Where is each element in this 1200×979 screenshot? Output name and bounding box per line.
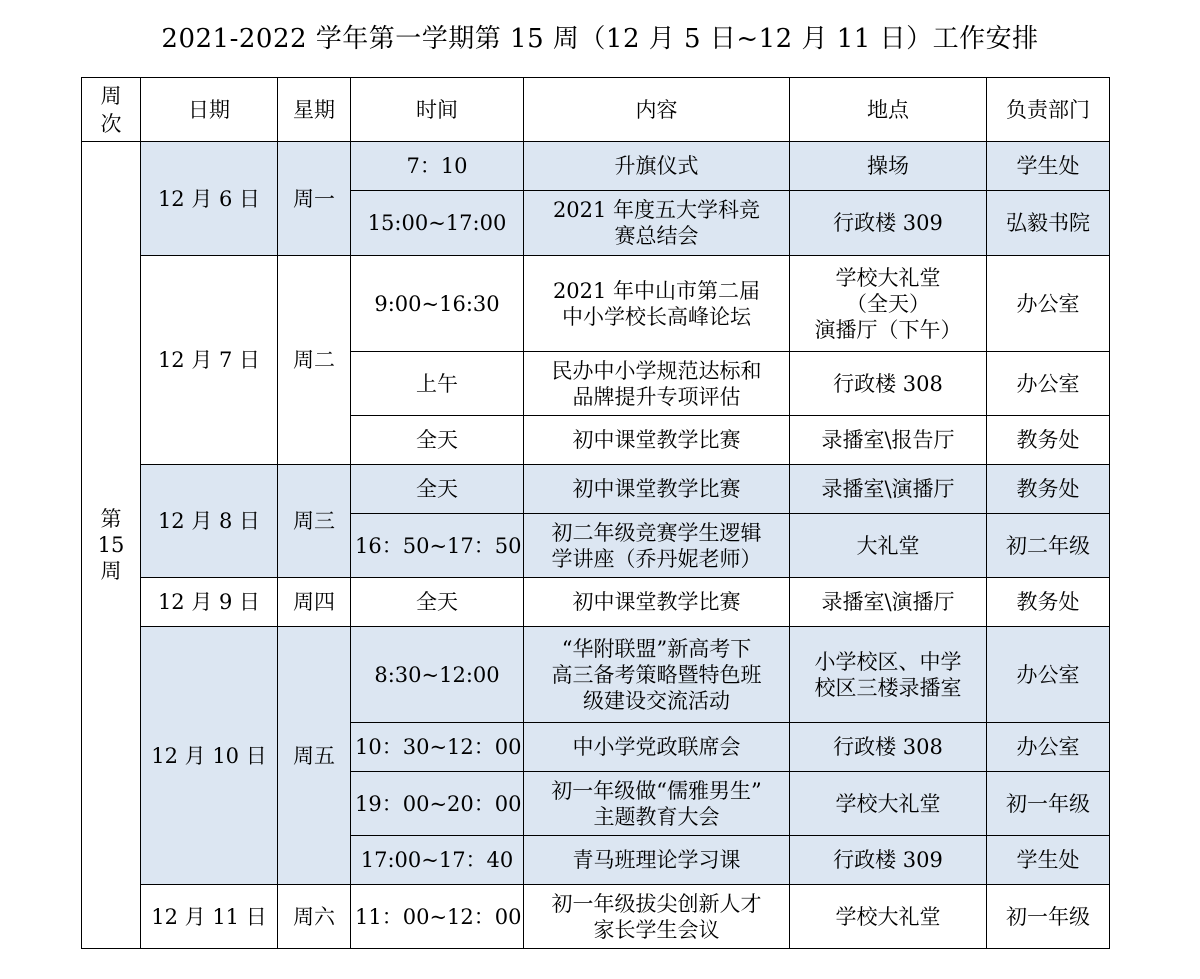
location-cell <box>790 352 987 416</box>
location-line: 小学校区、中学 <box>814 649 962 674</box>
header-date: 日期 <box>141 78 278 142</box>
week-label-line: 周 <box>100 559 122 583</box>
time-cell: 16：50~17：50 <box>351 514 524 578</box>
content-line: 家长学生会议 <box>593 917 720 942</box>
location-line: 录播室\演播厅 <box>821 590 955 614</box>
header-location: 地点 <box>790 78 987 142</box>
location-cell <box>790 885 987 949</box>
content-cell <box>524 772 790 836</box>
content-line: 主题教育大会 <box>593 804 720 829</box>
location-cell <box>790 465 987 514</box>
time-cell: 11：00~12：00 <box>351 885 524 949</box>
week-label-line: 第 <box>100 507 122 531</box>
location-cell <box>790 191 987 256</box>
table-row <box>82 578 1110 627</box>
table-row <box>82 885 1110 949</box>
content-line: 初中课堂教学比赛 <box>572 590 741 614</box>
location-cell <box>790 772 987 836</box>
location-cell <box>790 142 987 191</box>
header-week <box>82 78 141 142</box>
time-cell: 17:00~17：40 <box>351 836 524 885</box>
date-cell: 12 月 10 日 <box>141 627 278 885</box>
time-cell: 全天 <box>351 465 524 514</box>
weekday-cell: 周二 <box>278 256 351 465</box>
content-cell <box>524 836 790 885</box>
content-line: 中小学校长高峰论坛 <box>562 304 751 329</box>
time-cell: 9:00~16:30 <box>351 256 524 352</box>
department-cell: 学生处 <box>987 836 1110 885</box>
content-cell <box>524 885 790 949</box>
location-line: （全天） <box>846 291 930 316</box>
header-weekday: 星期 <box>278 78 351 142</box>
content-line: 学讲座（乔丹妮老师） <box>551 546 762 571</box>
location-line: 学校大礼堂 <box>835 791 941 816</box>
content-cell <box>524 723 790 772</box>
content-line: 初中课堂教学比赛 <box>572 428 741 452</box>
content-line: 初一年级做“儒雅男生” <box>551 778 762 803</box>
content-line: 赛总结会 <box>614 224 699 248</box>
location-line: 录播室\演播厅 <box>821 477 955 501</box>
location-line: 校区三楼录播室 <box>814 675 962 700</box>
content-line: 中小学党政联席会 <box>572 735 741 759</box>
content-line: 2021 年度五大学科竞 <box>552 198 761 222</box>
schedule-body <box>82 142 1110 949</box>
header-week-line-2: 次 <box>100 111 122 136</box>
department-cell: 初一年级 <box>987 885 1110 949</box>
header-week-line-1: 周 <box>100 83 122 108</box>
content-line: 初二年级竞赛学生逻辑 <box>551 520 762 545</box>
time-cell: 19：00~20：00 <box>351 772 524 836</box>
department-cell: 办公室 <box>987 627 1110 723</box>
time-cell: 10：30~12：00 <box>351 723 524 772</box>
content-line: 品牌提升专项评估 <box>572 384 741 409</box>
schedule-table <box>81 77 1110 949</box>
content-line: 级建设交流活动 <box>583 688 730 713</box>
location-cell <box>790 256 987 352</box>
location-line: 行政楼 308 <box>833 735 943 759</box>
content-line: “华附联盟”新高考下 <box>561 636 752 661</box>
location-line: 学校大礼堂 <box>835 265 941 290</box>
weekday-cell: 周六 <box>278 885 351 949</box>
header-time: 时间 <box>351 78 524 142</box>
content-line: 初一年级拔尖创新人才 <box>551 891 762 916</box>
weekday-cell: 周四 <box>278 578 351 627</box>
header-content: 内容 <box>524 78 790 142</box>
department-cell: 教务处 <box>987 578 1110 627</box>
content-cell <box>524 514 790 578</box>
table-row <box>82 142 1110 191</box>
content-line: 青马班理论学习课 <box>572 848 741 872</box>
content-line: 高三备考策略暨特色班 <box>551 662 762 687</box>
table-row <box>82 465 1110 514</box>
location-line: 行政楼 309 <box>833 848 943 872</box>
table-row <box>82 627 1110 723</box>
date-cell: 12 月 7 日 <box>141 256 278 465</box>
department-cell: 弘毅书院 <box>987 191 1110 256</box>
location-cell <box>790 416 987 465</box>
department-cell: 办公室 <box>987 723 1110 772</box>
time-cell: 7：10 <box>351 142 524 191</box>
weekday-cell: 周一 <box>278 142 351 256</box>
time-cell: 上午 <box>351 352 524 416</box>
department-cell: 初二年级 <box>987 514 1110 578</box>
department-cell: 教务处 <box>987 416 1110 465</box>
location-line: 行政楼 308 <box>833 371 943 396</box>
department-cell: 教务处 <box>987 465 1110 514</box>
location-line: 操场 <box>867 154 909 178</box>
location-line: 录播室\报告厅 <box>821 428 955 452</box>
location-line: 演播厅（下午） <box>814 317 962 342</box>
time-cell: 8:30~12:00 <box>351 627 524 723</box>
header-row <box>82 78 1110 142</box>
time-cell: 15:00~17:00 <box>351 191 524 256</box>
content-line: 初中课堂教学比赛 <box>572 477 741 501</box>
page-title: 2021-2022 学年第一学期第 15 周（12 月 5 日~12 月 11 日）工作安排 <box>161 24 1039 54</box>
department-cell: 办公室 <box>987 352 1110 416</box>
department-cell: 学生处 <box>987 142 1110 191</box>
location-cell <box>790 627 987 723</box>
location-cell <box>790 836 987 885</box>
week-label-line: 15 <box>97 533 125 557</box>
date-cell: 12 月 9 日 <box>141 578 278 627</box>
time-cell: 全天 <box>351 416 524 465</box>
content-cell <box>524 142 790 191</box>
location-line: 行政楼 309 <box>833 211 943 235</box>
location-line: 学校大礼堂 <box>835 904 941 929</box>
weekday-cell: 周三 <box>278 465 351 578</box>
content-cell <box>524 256 790 352</box>
content-cell <box>524 627 790 723</box>
content-cell <box>524 352 790 416</box>
table-row <box>82 256 1110 352</box>
department-cell: 初一年级 <box>987 772 1110 836</box>
header-department: 负责部门 <box>987 78 1110 142</box>
weekday-cell: 周五 <box>278 627 351 885</box>
location-cell <box>790 514 987 578</box>
content-cell <box>524 191 790 256</box>
location-cell <box>790 578 987 627</box>
content-cell <box>524 578 790 627</box>
week-cell <box>82 142 141 949</box>
date-cell: 12 月 11 日 <box>141 885 278 949</box>
content-cell <box>524 416 790 465</box>
location-cell <box>790 723 987 772</box>
content-line: 民办中小学规范达标和 <box>551 358 762 383</box>
location-line: 大礼堂 <box>856 533 920 558</box>
content-line: 升旗仪式 <box>614 154 699 178</box>
department-cell: 办公室 <box>987 256 1110 352</box>
time-cell: 全天 <box>351 578 524 627</box>
date-cell: 12 月 8 日 <box>141 465 278 578</box>
date-cell: 12 月 6 日 <box>141 142 278 256</box>
content-line: 2021 年中山市第二届 <box>552 278 761 303</box>
content-cell <box>524 465 790 514</box>
